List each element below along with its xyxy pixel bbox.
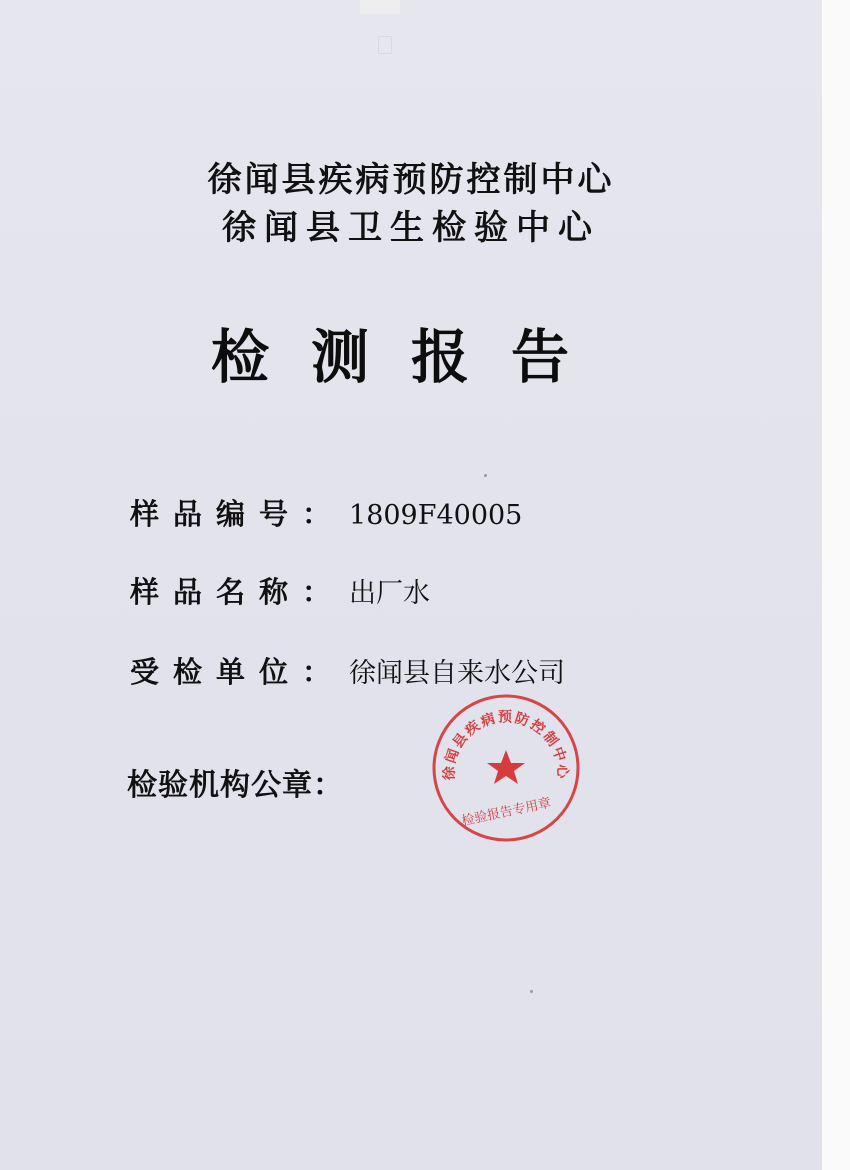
seal-outer-text: 徐闻县疾病预防控制中心 [441, 709, 571, 781]
client-label: 受检单位： [130, 655, 346, 689]
sample-number-value: 1809F40005 [349, 500, 523, 531]
official-seal-stamp [430, 692, 582, 844]
official-seal-label: 检验机构公章： [127, 768, 344, 803]
sample-number-row [130, 492, 522, 533]
client-value: 徐闻县自来水公司 [349, 658, 566, 689]
sample-number-label: 样品编号： [130, 497, 346, 531]
sample-name-row [130, 570, 430, 611]
scan-margin [822, 0, 850, 1170]
seal-star-icon [487, 750, 525, 784]
sample-name-value: 出厂水 [349, 578, 431, 609]
seal-inner-text: 检验报告专用章 [460, 795, 553, 830]
scan-speck [530, 990, 533, 993]
binding-mark [378, 36, 392, 54]
sample-name-label: 样品名称： [130, 575, 346, 609]
organization-name-line-1: 徐闻县疾病预防控制中心 [207, 160, 615, 200]
page-edge-notch [360, 0, 400, 14]
scan-speck [484, 474, 487, 477]
organization-name-line-2: 徐闻县卫生检验中心 [222, 208, 600, 248]
report-title: 检测报告 [210, 323, 611, 391]
client-row [130, 650, 565, 691]
